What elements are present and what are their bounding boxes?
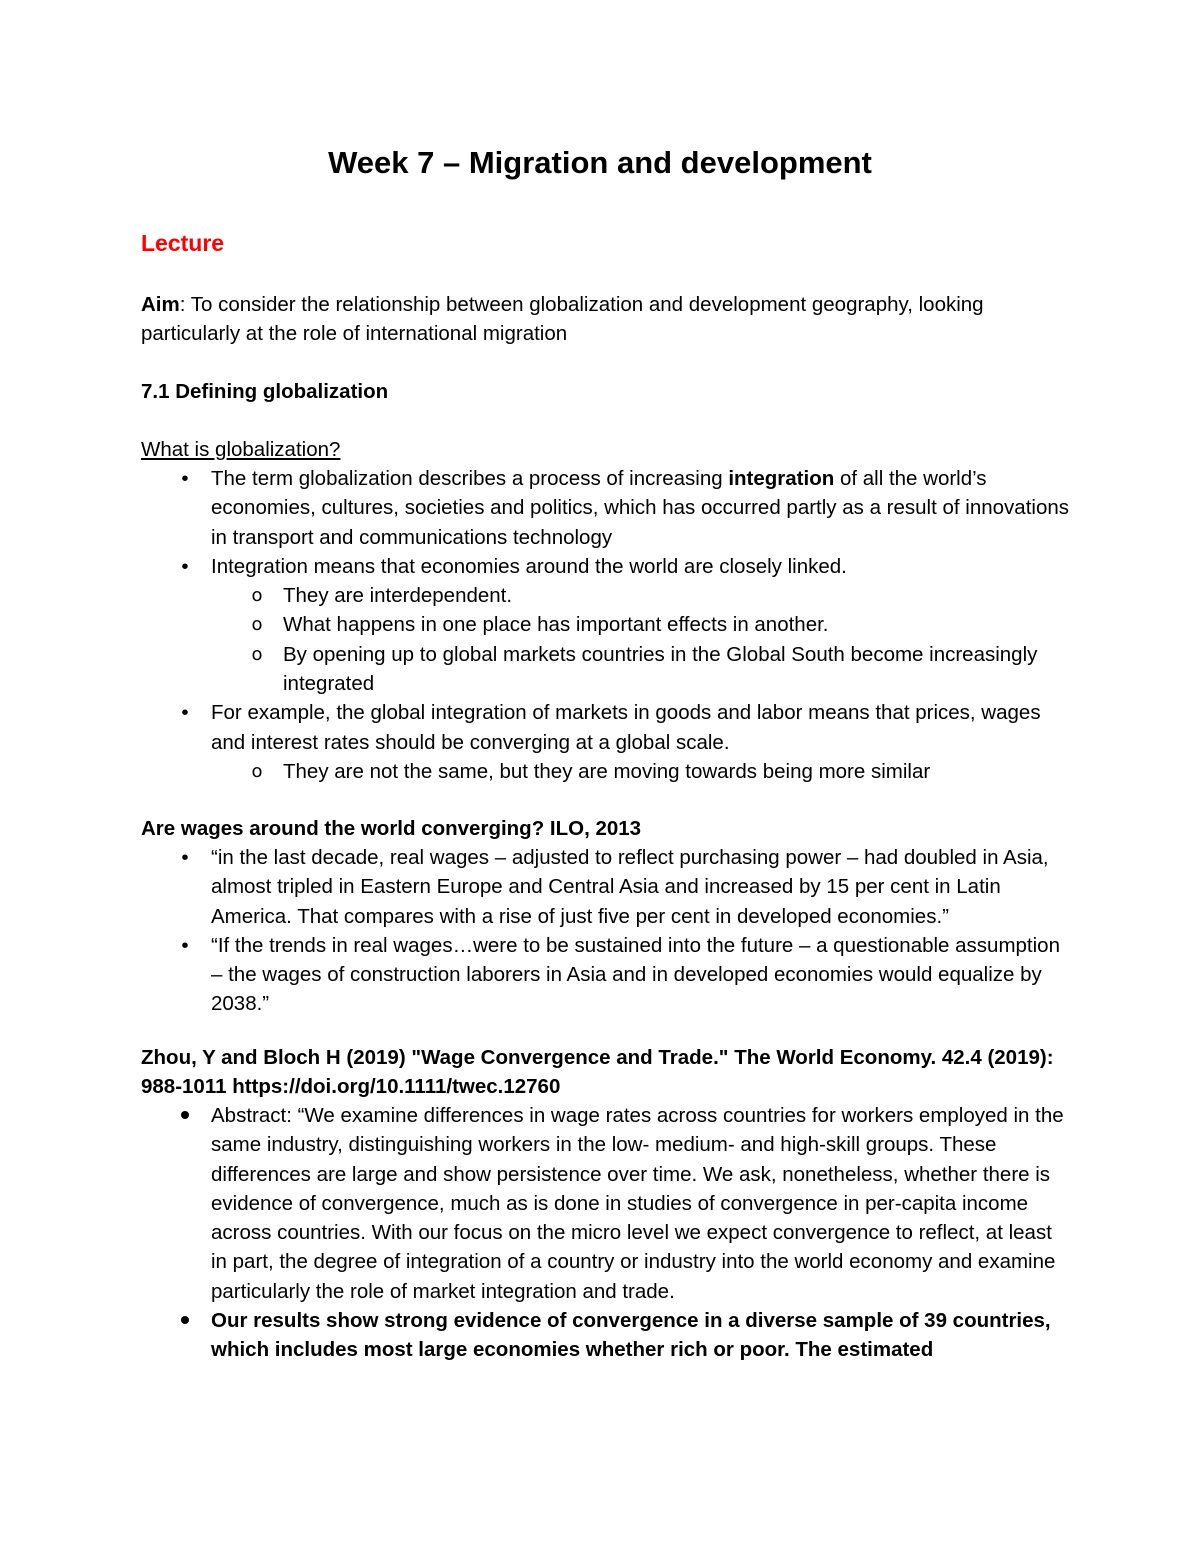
- bullet-circle: o: [251, 643, 263, 665]
- sub-list-item: o They are interdependent.: [211, 581, 1071, 610]
- results-text: Our results show strong evidence of convergence in a diverse sample of 39 countries, which includes most large economies whether rich or poor. The estimated: [211, 1309, 1051, 1362]
- bullet-disc: •: [181, 467, 189, 490]
- bullet-disc: •: [181, 933, 189, 957]
- sub-list-item: o What happens in one place has important effects in another.: [211, 610, 1071, 639]
- list-item: [141, 1101, 1071, 1306]
- bullet-disc: •: [181, 554, 189, 578]
- list-item: [141, 1306, 1071, 1365]
- sub-list-item: o By opening up to global markets countries in the Global South become increasingly integrated: [211, 640, 1071, 699]
- bullet-circle: o: [251, 585, 263, 607]
- sub-bullet-list: [211, 757, 1071, 786]
- abstract-text: Abstract: “We examine differences in wage rates across countries for workers employed in the same industry, distinguishing workers in the low- medium- and high-skill groups. These differences are large and show persistence over time. We ask, nonetheless, whether there is evidence of convergence, much as is done in studies of convergence in per-capita income across countries. With our focus on the micro level we expect convergence to reflect, at least in part, the degree of integration of a country or industry into the world economy and examine particularly the role of market integration and trade.: [211, 1104, 1064, 1303]
- bullet-dot-icon: [175, 1306, 195, 1335]
- wages-heading: Are wages around the world converging? ILO, 2013: [141, 817, 642, 840]
- aim-paragraph: [141, 290, 1071, 349]
- wages-bullet-list: [141, 843, 1071, 1019]
- bullet-circle: o: [251, 760, 263, 782]
- page-title: Week 7 – Migration and development: [328, 145, 872, 180]
- globalization-bullet-list: [141, 464, 1071, 786]
- question-heading: What is globalization?: [141, 438, 341, 461]
- list-item: • “If the trends in real wages…were to be sustained into the future – a questionable assumption – the wages of construction laborers in Asia and in developed economies would equalize by 2038.”: [141, 931, 1071, 1019]
- integration-term: integration: [728, 467, 835, 490]
- sub-list-item: o They are not the same, but they are moving towards being more similar: [211, 757, 1071, 786]
- bullet-disc: •: [181, 846, 189, 869]
- sub-bullet-list: [211, 581, 1071, 698]
- list-item: • The term globalization describes a process of increasing integration of all the world’s economies, cultures, societies and politics, which has occurred partly as a result of innovations in transport and communications technology: [141, 464, 1071, 552]
- section-heading-7-1: 7.1 Defining globalization: [141, 380, 389, 403]
- aim-label: Aim: [141, 293, 180, 316]
- list-item: • “in the last decade, real wages – adjusted to reflect purchasing power – had doubled in Asia, almost tripled in Eastern Europe and Central Asia and increased by 15 per cent in Latin America. That compares with a rise of just five per cent in developed economies.”: [141, 843, 1071, 931]
- list-item: • For example, the global integration of markets in goods and labor means that prices, wages and interest rates should be converging at a global scale. o They are not the same, but they are moving towards being more similar: [141, 698, 1071, 786]
- bullet-disc: •: [181, 701, 189, 725]
- lecture-heading: Lecture: [141, 230, 225, 256]
- bullet-circle: o: [251, 614, 263, 636]
- list-item: • Integration means that economies around the world are closely linked. o They are interdependent. o What happens in one place has important effects in another. o By opening up to global markets countries in the Global South become increasingly integrated: [141, 552, 1071, 698]
- bullet-dot-icon: [175, 1101, 195, 1130]
- aim-text: : To consider the relationship between globalization and development geography, looking particularly at the role of international migration: [141, 293, 984, 346]
- reference-bullet-list: [141, 1101, 1071, 1365]
- reference-heading: Zhou, Y and Bloch H (2019) "Wage Convergence and Trade." The World Economy. 42.4 (2019): 988-1011 https://doi.org/10.1111/twec.12760: [141, 1046, 1054, 1099]
